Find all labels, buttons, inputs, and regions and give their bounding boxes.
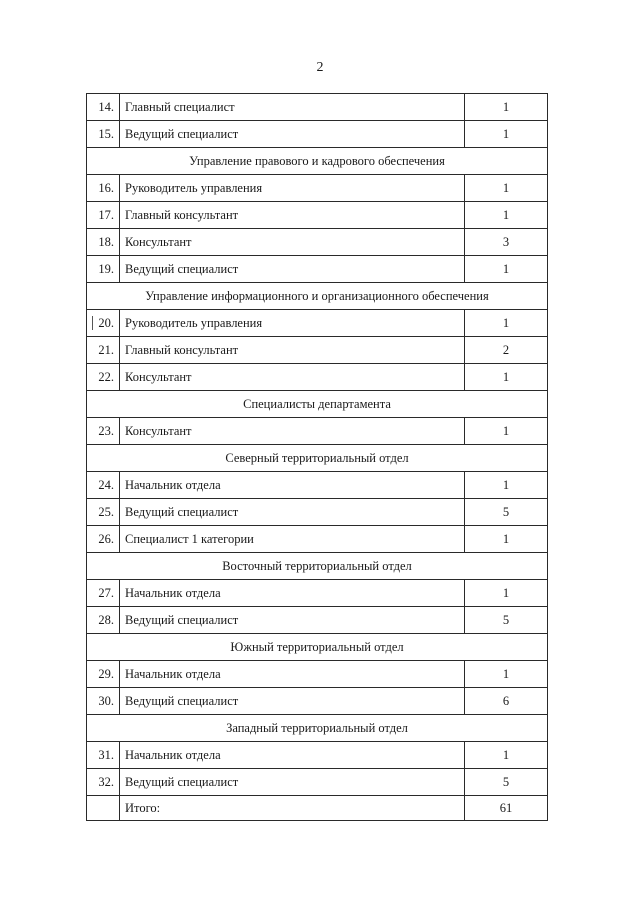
row-number: 26. (87, 526, 120, 553)
position-name: Начальник отдела (120, 580, 465, 607)
position-count: 1 (465, 94, 548, 121)
row-number: 24. (87, 472, 120, 499)
row-number: 32. (87, 769, 120, 796)
position-count: 1 (465, 472, 548, 499)
section-title: Восточный территориальный отдел (87, 553, 548, 580)
table-row (87, 121, 548, 148)
row-number: 21. (87, 337, 120, 364)
table-row (87, 310, 548, 337)
total-num-cell (87, 796, 120, 821)
row-number: 19. (87, 256, 120, 283)
section-title: Южный территориальный отдел (87, 634, 548, 661)
position-name: Руководитель управления (120, 310, 465, 337)
position-name: Консультант (120, 418, 465, 445)
position-count: 1 (465, 175, 548, 202)
row-number: 25. (87, 499, 120, 526)
position-name: Ведущий специалист (120, 499, 465, 526)
staff-table (86, 93, 548, 821)
row-number: 20. (87, 310, 120, 337)
position-name: Руководитель управления (120, 175, 465, 202)
position-name: Главный специалист (120, 94, 465, 121)
position-name: Специалист 1 категории (120, 526, 465, 553)
total-label: Итого: (120, 796, 465, 821)
position-count: 1 (465, 256, 548, 283)
position-count: 1 (465, 580, 548, 607)
row-number: 16. (87, 175, 120, 202)
position-count: 1 (465, 526, 548, 553)
table-row (87, 94, 548, 121)
position-count: 5 (465, 499, 548, 526)
section-row (87, 283, 548, 310)
staff-table-body (87, 94, 548, 796)
table-row (87, 175, 548, 202)
table-row (87, 256, 548, 283)
page-number: 2 (316, 60, 324, 75)
position-count: 5 (465, 607, 548, 634)
position-name: Консультант (120, 364, 465, 391)
position-count: 5 (465, 769, 548, 796)
position-count: 1 (465, 742, 548, 769)
section-title: Управление правового и кадрового обеспечения (87, 148, 548, 175)
position-count: 1 (465, 202, 548, 229)
section-row (87, 715, 548, 742)
row-number: 31. (87, 742, 120, 769)
position-count: 1 (465, 418, 548, 445)
section-title: Специалисты департамента (87, 391, 548, 418)
row-number: 17. (87, 202, 120, 229)
row-number: 30. (87, 688, 120, 715)
row-number: 15. (87, 121, 120, 148)
position-name: Ведущий специалист (120, 121, 465, 148)
position-name: Начальник отдела (120, 661, 465, 688)
table-row (87, 202, 548, 229)
table-row (87, 526, 548, 553)
total-count: 61 (465, 796, 548, 821)
row-number: 29. (87, 661, 120, 688)
row-number: 23. (87, 418, 120, 445)
position-count: 1 (465, 364, 548, 391)
table-row (87, 661, 548, 688)
row-number: 18. (87, 229, 120, 256)
table-row (87, 472, 548, 499)
position-name: Главный консультант (120, 337, 465, 364)
section-row (87, 148, 548, 175)
table-row (87, 769, 548, 796)
position-count: 1 (465, 121, 548, 148)
row-number: 22. (87, 364, 120, 391)
table-row (87, 418, 548, 445)
table-row (87, 337, 548, 364)
position-name: Консультант (120, 229, 465, 256)
section-row (87, 553, 548, 580)
section-row (87, 634, 548, 661)
table-row (87, 364, 548, 391)
section-title: Северный территориальный отдел (87, 445, 548, 472)
row-number: 14. (87, 94, 120, 121)
table-row (87, 499, 548, 526)
section-title: Управление информационного и организационного обеспечения (87, 283, 548, 310)
position-name: Ведущий специалист (120, 688, 465, 715)
position-name: Ведущий специалист (120, 607, 465, 634)
position-count: 1 (465, 310, 548, 337)
section-row (87, 391, 548, 418)
table-row (87, 688, 548, 715)
position-count: 3 (465, 229, 548, 256)
position-name: Начальник отдела (120, 742, 465, 769)
table-row (87, 229, 548, 256)
table-row (87, 742, 548, 769)
row-number: 28. (87, 607, 120, 634)
section-row (87, 445, 548, 472)
position-count: 1 (465, 661, 548, 688)
section-title: Западный территориальный отдел (87, 715, 548, 742)
table-row (87, 607, 548, 634)
table-row (87, 580, 548, 607)
row-number: 27. (87, 580, 120, 607)
position-count: 6 (465, 688, 548, 715)
position-count: 2 (465, 337, 548, 364)
position-name: Главный консультант (120, 202, 465, 229)
position-name: Начальник отдела (120, 472, 465, 499)
total-row (87, 796, 548, 821)
position-name: Ведущий специалист (120, 256, 465, 283)
position-name: Ведущий специалист (120, 769, 465, 796)
